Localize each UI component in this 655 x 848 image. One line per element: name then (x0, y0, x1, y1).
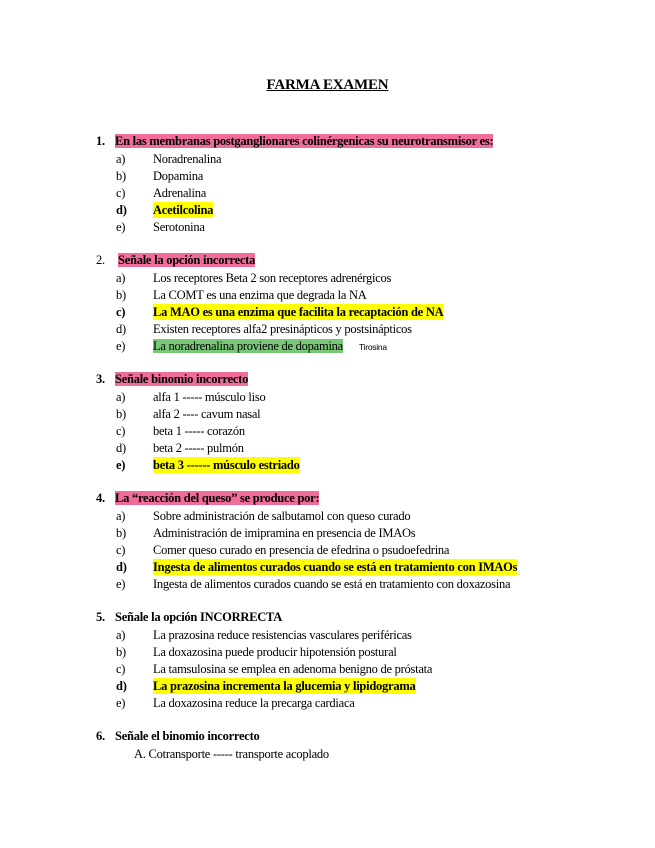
question-text: Señale la opción incorrecta (118, 253, 256, 267)
page-title: FARMA EXAMEN (266, 77, 389, 93)
question-number: 4. (96, 491, 105, 505)
question-5 (96, 609, 282, 625)
question-4 (96, 490, 319, 506)
question-number: 1. (96, 134, 105, 148)
question-number: 3. (96, 372, 105, 386)
question-text: La “reacción del queso” se produce por: (115, 491, 320, 505)
question-number: 5. (96, 610, 105, 624)
question-text: Señale el binomio incorrecto (115, 729, 260, 743)
question-2 (96, 252, 255, 268)
question-text: Señale la opción INCORRECTA (115, 610, 282, 624)
question-number: 6. (96, 729, 105, 743)
handwritten-note: Tirosina (358, 342, 387, 352)
question-6 (96, 728, 259, 744)
question-3 (96, 371, 248, 387)
question-number: 2. (96, 253, 105, 267)
option-6a: A. Cotransporte ----- transporte acoplado (134, 747, 329, 761)
question-text: Señale binomio incorrecto (115, 372, 249, 386)
question-text: En las membranas postganglionares colinérgenicas su neurotransmisor es: (115, 134, 494, 148)
question-1 (96, 133, 493, 149)
